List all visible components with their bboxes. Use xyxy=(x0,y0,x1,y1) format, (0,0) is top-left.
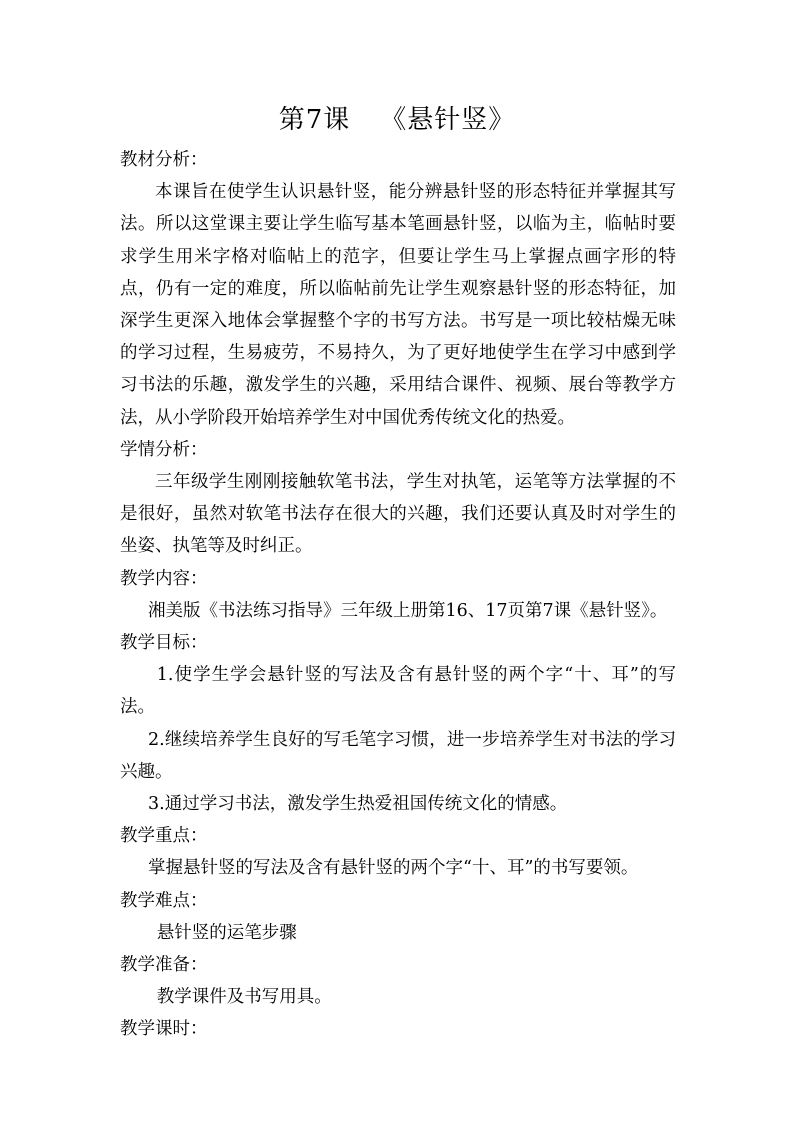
analysis-paragraph: 本课旨在使学生认识悬针竖，能分辨悬针竖的形态特征并掌握其写法。所以这堂课主要让学生临写基本笔画悬针竖，以临为主，临帖时要求学生用米字格对临帖上的范字，但要让学生马上掌握点画字形的特点，仍有一定的难度，所以临帖前先让学生观察悬针竖的形态特征，加深学生更深入地体会掌握整个字的书写方法。书写是一项比较枯燥无味的学习过程，生易疲劳，不易持久，为了更好地使学生在学习中感到学习书法的乐趣，激发学生的兴趣，采用结合课件、视频、展台等教学方法，从小学阶段开始培养学生对中国优秀传统文化的热爱。 xyxy=(120,182,676,428)
difficulty-paragraph: 悬针竖的运笔步骤 xyxy=(156,922,297,943)
students-paragraph: 三年级学生刚刚接触软笔书法，学生对执笔，运笔等方法掌握的不是很好，虽然对软笔书法存在很大的兴趣，我们还要认真及时对学生的坐姿、执笔等及时纠正。 xyxy=(120,472,676,557)
class-hours-heading: 教学课时： xyxy=(120,1019,208,1040)
content-heading: 教学内容： xyxy=(120,568,208,589)
analysis-heading: 教材分析： xyxy=(120,150,208,170)
key-points-paragraph: 掌握悬针竖的写法及含有悬针竖的两个字“十、耳”的书写要领。 xyxy=(148,858,639,879)
goals-heading: 教学目标： xyxy=(120,633,208,654)
students-heading: 学情分析： xyxy=(120,439,208,460)
lesson-name: 《悬针竖》 xyxy=(380,105,516,135)
difficulty-heading: 教学难点： xyxy=(120,890,208,911)
goal-item-1: 1.使学生学会悬针竖的写法及含有悬针竖的两个字“十、耳”的写法。 xyxy=(120,665,676,718)
lesson-number: 第7课 xyxy=(278,105,351,135)
page-title xyxy=(0,102,794,138)
goal-item-2: 2.继续培养学生良好的写毛笔字习惯，进一步培养学生对书法的学习兴趣。 xyxy=(120,729,676,782)
preparation-paragraph: 教学课件及书写用具。 xyxy=(156,987,332,1008)
key-points-heading: 教学重点： xyxy=(120,826,208,847)
goal-item-3: 3.通过学习书法，激发学生热爱祖国传统文化的情感。 xyxy=(148,794,568,815)
document-body xyxy=(120,144,676,1046)
content-paragraph: 湘美版《书法练习指导》三年级上册第16、17页第7课《悬针竖》。 xyxy=(148,600,668,621)
preparation-heading: 教学准备： xyxy=(120,955,208,976)
